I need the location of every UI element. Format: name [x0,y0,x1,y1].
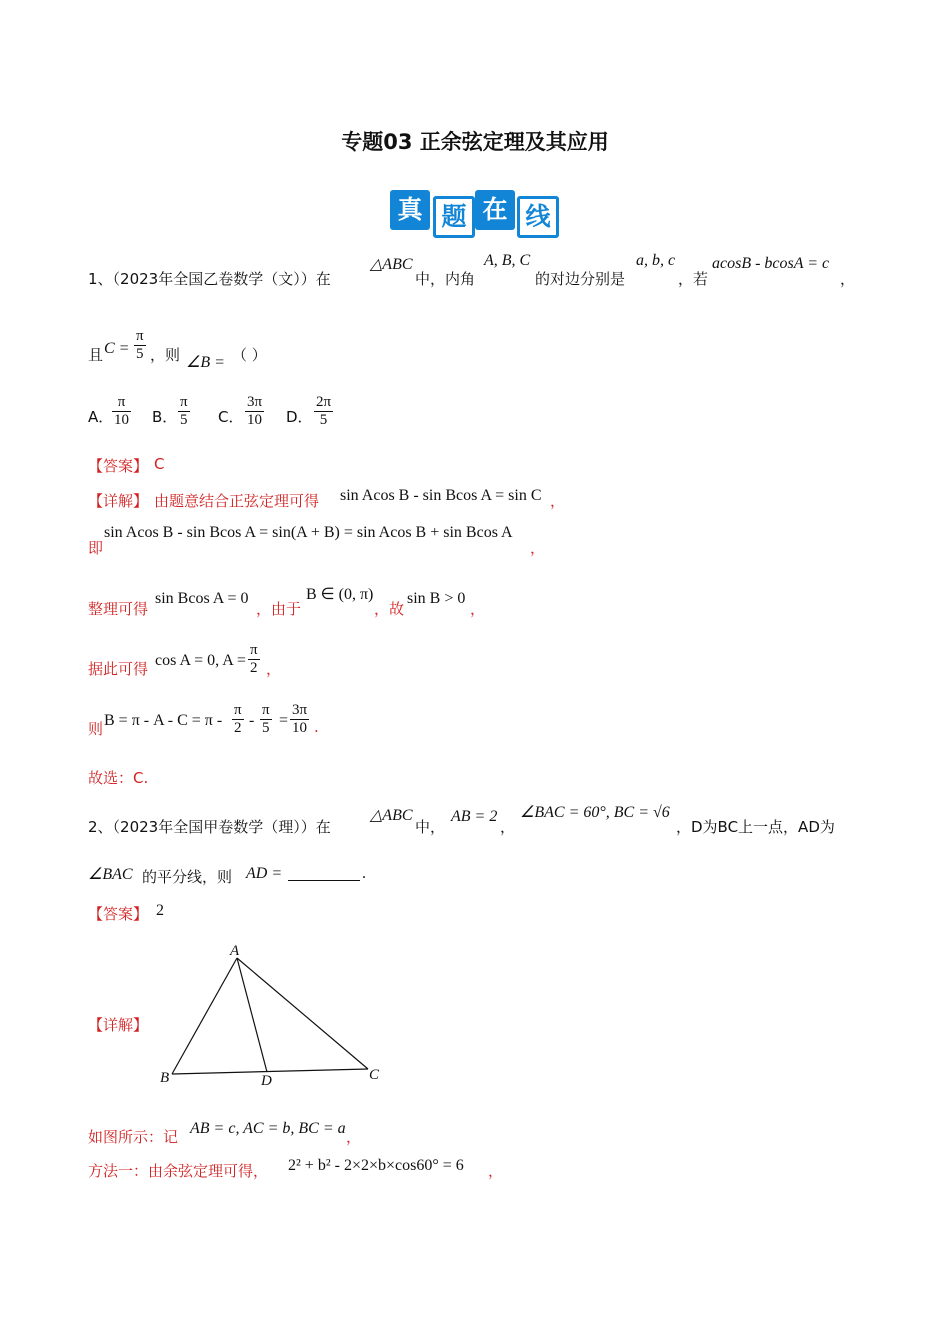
q1-d1-end: ， [550,492,566,510]
q1-d4-num: π [250,642,258,658]
q1-d3-text: 整理可得 [88,600,149,618]
q1-answer-tag: 【答案】 [88,457,149,475]
q1-c-den: 5 [136,346,144,362]
q1-d5-math: B = π - A - C = π - [104,712,223,729]
banner-char-4: 线 [517,196,559,238]
triangle-figure [150,938,390,1093]
q1-d5-f1-num: π [234,702,242,718]
option-a-num: π [112,394,131,412]
q2-answer: 2 [156,902,164,919]
q2-mid2: ，D为BC上一点，AD为 [676,818,835,836]
q1-prefix: 1、（2023年全国乙卷数学（文））在 [88,270,331,288]
q2-d2-end: ， [488,1162,504,1180]
option-c-den: 10 [247,412,263,428]
q1-c-fraction [134,328,146,363]
option-b-fraction [178,394,190,429]
option-c-label: C． [218,408,244,426]
q1-d5-f1-den: 2 [234,720,242,736]
q1-d1-text: 由题意结合正弦定理可得 [154,492,320,510]
option-d-num: 2π [316,394,332,410]
option-a-fraction [112,394,131,429]
q1-c-num: π [136,328,144,344]
q2-prefix: 2、（2023年全国甲卷数学（理））在 [88,818,331,836]
q1-d4-text: 据此可得 [88,660,149,678]
option-b-den: 5 [180,412,188,428]
q2-comma: ， [500,818,516,836]
q1-d4-fraction [248,642,260,677]
q2-triangle: △ABC [370,807,413,824]
label-b: B [160,1070,170,1086]
q1-d4-den: 2 [250,660,258,676]
option-a-den: 10 [114,412,129,428]
option-c-num: 3π [247,394,263,410]
q1-d5-frac2 [260,702,272,737]
option-b-num: π [180,394,188,410]
q1-d5-text: 则 [88,720,104,738]
option-a-label: A． [88,408,114,426]
q1-d5-f2-num: π [262,702,270,718]
q1-d2-text: 即 [88,539,104,557]
q1-comma: ， [840,270,856,288]
banner-char-2: 题 [433,196,475,238]
q1-d3-mid2: ，故 [374,600,405,618]
q1-d3-mid: ，由于 [256,600,302,618]
q1-answer: C [154,455,165,473]
q1-line2-mid: ，则 [150,346,181,364]
q2-answer-blank [288,866,360,881]
q2-period: . [362,865,366,882]
q1-d3-math1: sin Bcos A = 0 [155,590,249,607]
option-d-fraction [314,394,333,429]
q1-d4-math: cos A = 0, A = [155,652,246,669]
q1-c-equals: C = [104,340,130,357]
option-d-label: D． [286,408,313,426]
option-b-label: B． [152,408,178,426]
q1-d2-math: sin Acos B - sin Bcos A = sin(A + B) = sin Acos B + sin Bcos A [104,524,513,541]
q2-line2-math: ∠BAC [88,866,133,883]
label-d: D [261,1073,272,1089]
q1-sides: a, b, c [636,252,676,269]
q2-d2-math: 2² + b² - 2×2×b×cos60° = 6 [288,1157,464,1174]
q1-d5-frac3 [290,702,309,737]
q2-d1-end: ， [346,1128,362,1146]
q2-line2-text: 的平分线，则 [142,868,233,886]
q2-answer-tag: 【答案】 [88,905,149,923]
q1-mid1: 中，内角 [415,270,476,288]
q1-d3-math3: sin B > 0 [407,590,466,607]
q1-d5-frac1 [232,702,244,737]
q1-d3-math2: B ∈ (0, π) [306,586,374,603]
q1-condition: acosB - bcosA = c [712,255,830,272]
q1-paren: （ ） [232,346,267,364]
q1-d5-f3-den: 10 [292,720,308,736]
banner-char-1: 真 [390,190,430,230]
q2-ad: AD = [246,865,283,882]
q2-mid1: 中， [415,818,446,836]
q1-mid2: 的对边分别是 [535,270,626,288]
q2-d1-text: 如图所示：记 [88,1128,179,1146]
label-c: C [369,1067,380,1083]
side-ab [172,958,237,1074]
q2-d1-math: AB = c, AC = b, BC = a [190,1120,346,1137]
q1-d5-minus: - [249,712,255,729]
q1-line2-prefix: 且 [88,346,104,364]
segment-ad [237,958,267,1072]
q1-triangle: △ABC [370,256,413,273]
q1-d5-end: . [314,718,319,736]
q2-condition: ∠BAC = 60°, BC = √6 [520,804,670,821]
banner-char-3: 在 [475,190,515,230]
q2-detail-tag: 【详解】 [88,1016,149,1034]
q2-ab: AB = 2 [451,808,498,825]
q1-conclusion: 故选：C. [88,769,149,787]
q1-d5-eq: = [279,712,289,729]
q1-b-equals: ∠B = [186,354,225,371]
q1-d1-math: sin Acos B - sin Bcos A = sin C [340,487,542,504]
q1-d2-end: ， [530,539,546,557]
option-c-fraction [245,394,264,429]
q2-d2-text: 方法一：由余弦定理可得， [88,1162,269,1180]
q1-detail-tag: 【详解】 [88,492,149,510]
option-d-den: 5 [319,412,328,428]
q1-d5-f3-num: 3π [292,702,308,718]
side-ac [237,958,368,1069]
label-a: A [230,943,240,959]
q1-d5-f2-den: 5 [262,720,270,736]
page-title: 专题03 正余弦定理及其应用 [341,130,609,154]
q1-mid3: ，若 [678,270,709,288]
q1-d3-end: ， [470,600,486,618]
q1-d4-end: ， [266,660,282,678]
q1-angles: A, B, C [484,252,531,269]
